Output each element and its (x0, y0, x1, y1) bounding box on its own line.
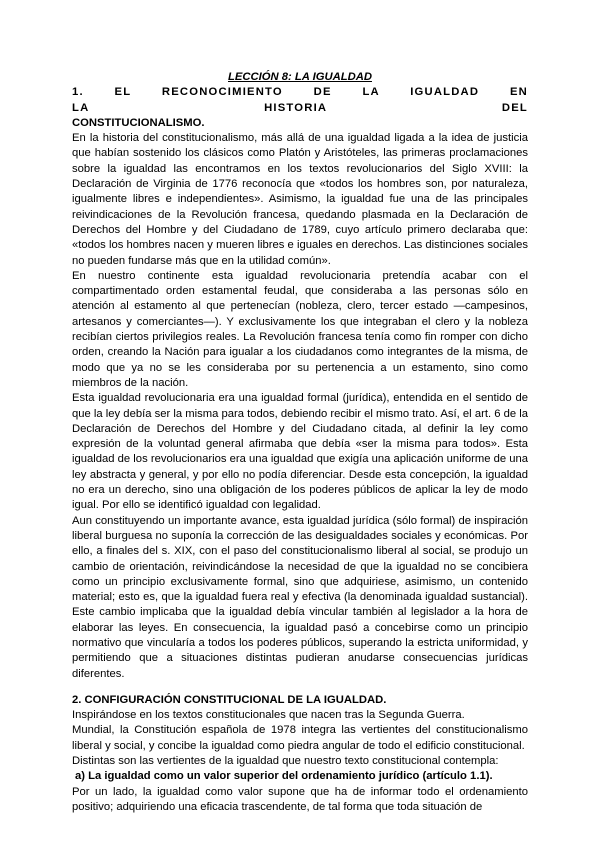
section-2-paragraph-2: Mundial, la Constitución española de 1978 integra las vertientes del constitucionalismo liberal y social, y concibe la igualdad como piedra angular de todo el edificio constitucional. (72, 724, 528, 752)
section-1-paragraph-1: En la historia del constitucionalismo, más allá de una igualdad ligada a la idea de justicia que habían sostenido los clásicos como Platón y Aristóteles, las primeras proclamaciones sobre la igualdad las encontramos en los textos revolucionarios del Siglo XVIII: la Declaración de Virginia de 1776 reconocía que «todos los hombres son, por naturaleza, igualmente libres e independientes». Asimismo, la igualdad fue una de las principales reivindicaciones de la Revolución francesa, quedando plasmada en la Declaración de Derechos del Hombre y del Ciudadano de 1789, cuyo artículo primero declaraba que: «todos los hombres nacen y mueren libres e iguales en derechos. Las distinciones sociales no pueden fundarse más que en la utilidad común». (72, 132, 528, 267)
section-1-heading (72, 85, 528, 131)
document-page (72, 70, 528, 815)
final-paragraph: Por un lado, la igualdad como valor supone que ha de informar todo el ordenamiento positivo; adquiriendo una eficacia trascendente, de tal forma que toda situación de (72, 785, 528, 813)
section-1-paragraph-4: Aun constituyendo un importante avance, esta igualdad jurídica (sólo formal) de inspiración liberal burguesa no suponía la corrección de las desigualdades sociales y económicas. Por ello, a finales del s. XIX, con el paso del constitucionalismo liberal al social, se produjo un cambio de orientación, reivindicándose la necesidad de que la igualdad no se concibiera como un principio exclusivamente formal, sino que adquiriese, asimismo, un contenido material; esto es, que la igualdad fuera real y efectiva (la denominada igualdad sustancial). Este cambio implicaba que la igualdad debía vincular también al legislador a la hora de elaborar las leyes. En consecuencia, la igualdad pasó a concebirse como un principio normativo que vincularía a todos los poderes públicos, superando la estricta uniformidad, y permitiendo que a situaciones distintas pudieran anudarse consecuencias jurídicas diferentes. (72, 514, 528, 680)
section-2-heading: 2. CONFIGURACIÓN CONSTITUCIONAL DE LA IGUALDAD. (72, 693, 387, 706)
section-2-paragraph-3: Distintas son las vertientes de la igualdad que nuestro texto constitucional contempla: (72, 755, 499, 768)
section-1-heading-line-1: 1. EL RECONOCIMIENTO DE LA IGUALDAD EN LA HISTORIA DEL (72, 86, 528, 114)
section-gap (72, 682, 528, 693)
subheading-a: a) La igualdad como un valor superior del ordenamiento jurídico (artículo 1.1). (75, 770, 493, 783)
section-1-paragraph-2: En nuestro continente esta igualdad revolucionaria pretendía acabar con el compartimentado orden estamental feudal, que consideraba a las personas sólo en atención al estamento al que pertenecían (nobleza, clero, tercer estado —campesinos, artesanos y comerciantes—). Y exclusivamente los que integraban el clero y la nobleza recibían ciertos privilegios reales. La Revolución francesa tenía como fin romper con dicho orden, creando la Nación para igualar a los ciudadanos como integrantes de la misma, de modo que ya no se les consideraba por su pertenencia a un estamento, sino como miembros de la nación. (72, 269, 528, 389)
lesson-title: LECCIÓN 8: LA IGUALDAD (228, 71, 372, 83)
section-1-heading-line-2: CONSTITUCIONALISMO. (72, 116, 205, 129)
section-2-paragraph-1: Inspirándose en los textos constitucionales que nacen tras la Segunda Guerra. (72, 709, 465, 722)
section-1-paragraph-3: Esta igualdad revolucionaria era una igualdad formal (jurídica), entendida en el sentido de que la ley debía ser la misma para todos, debiendo recibir el mismo trato. Así, el art. 6 de la Declaración de Derechos del Hombre y del Ciudadano citada, al definir la ley como expresión de la voluntad general afirmaba que debía «ser la misma para todos». Esta igualdad de los revolucionarios era una igualdad que exigía una aplicación uniforme de una ley abstracta y general, y por ello no podía diferenciar. Desde esta concepción, la igualdad no era un derecho, sino una obligación de los poderes públicos de aplicar la ley de modo igual. Por ello se identificó igualdad con legalidad. (72, 392, 528, 512)
